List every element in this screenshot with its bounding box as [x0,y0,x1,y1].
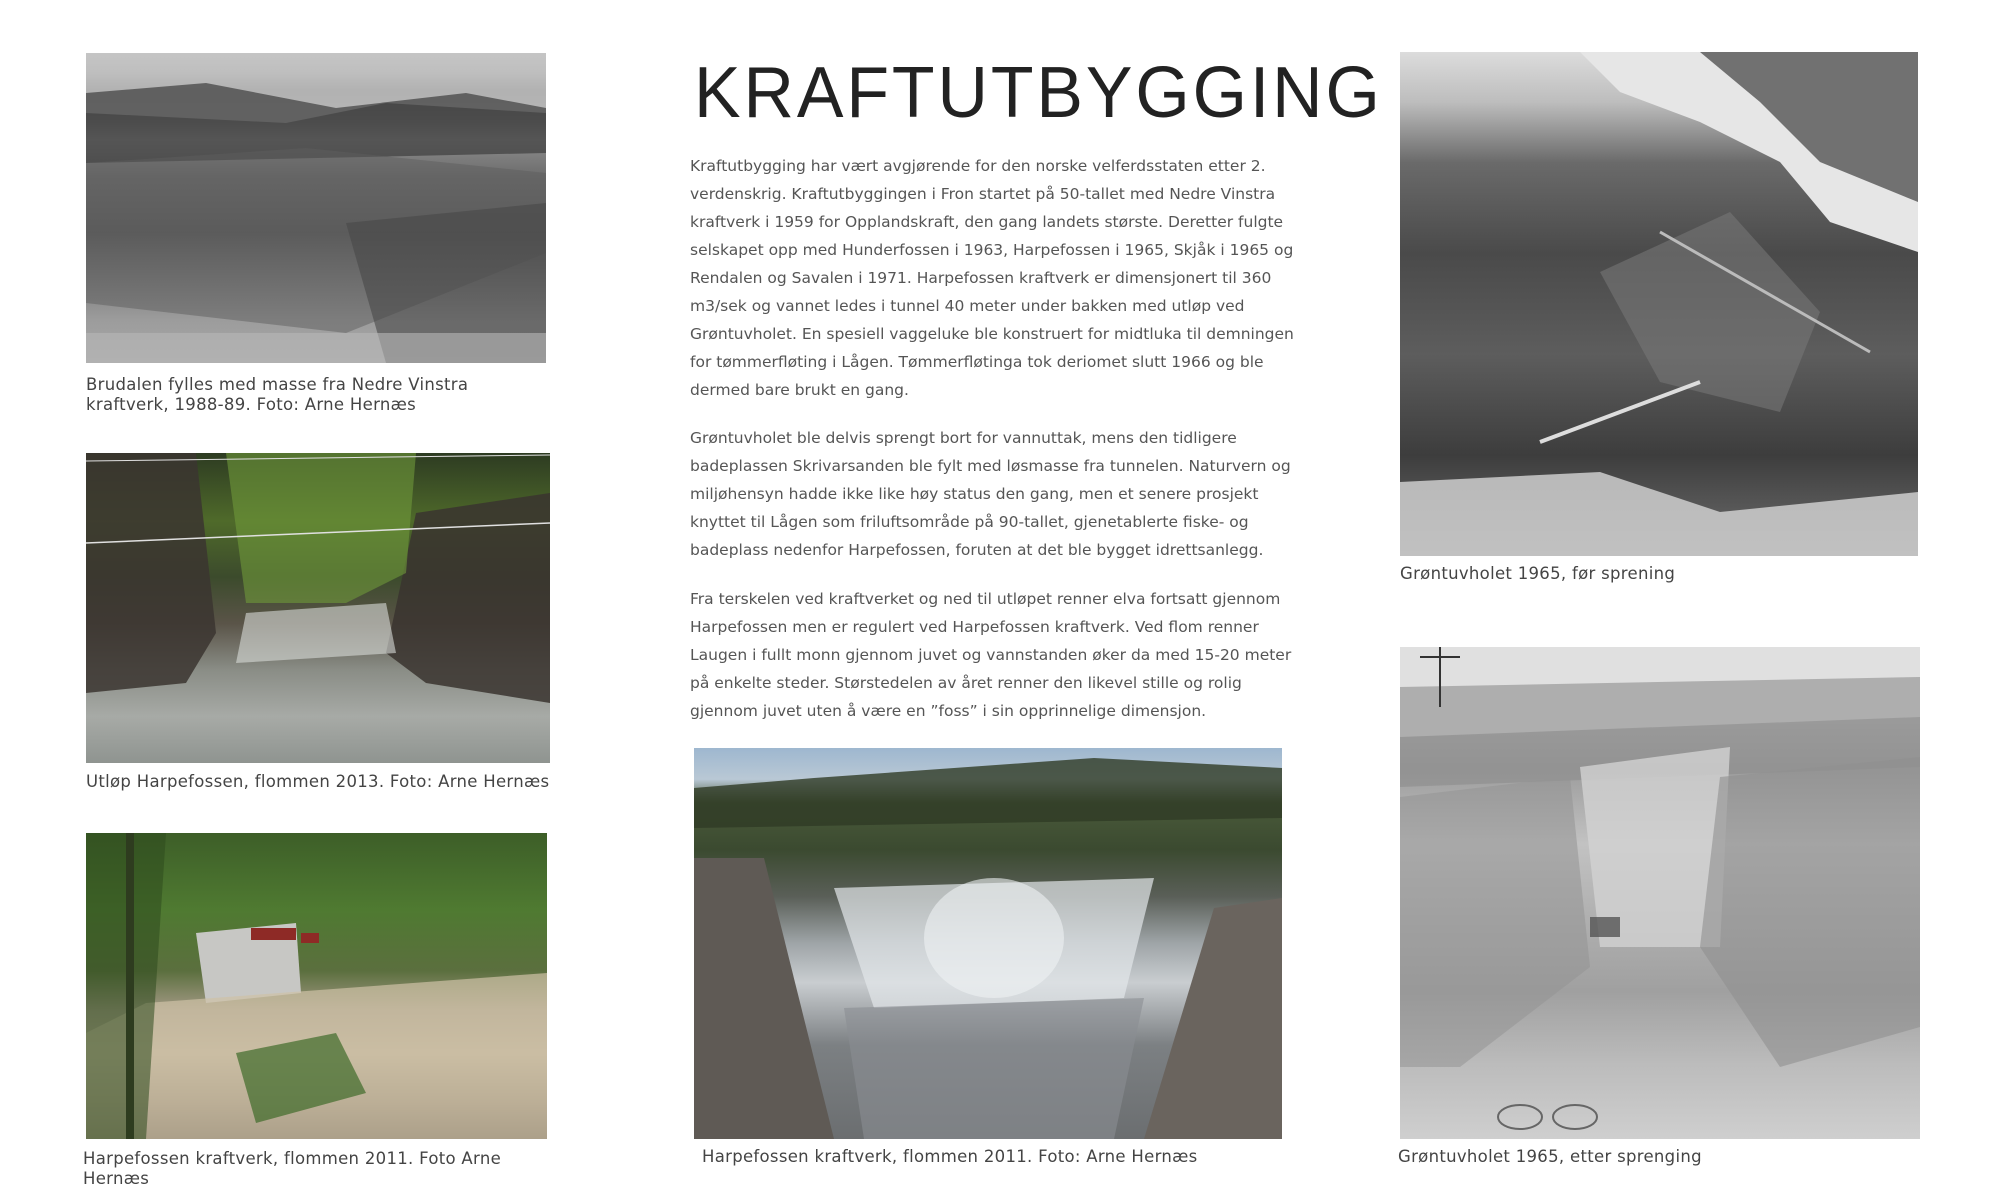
photo-harpefossen-flood-left [86,833,547,1139]
page-title: KRAFTUTBYGGING [694,53,1383,133]
caption-harpefossen-left: Harpefossen kraftverk, flommen 2011. Foto Arne Hernæs [83,1149,502,1188]
caption-grontuvholet-for: Grøntuvholet 1965, før sprening [1400,564,1676,583]
caption-grontuvholet-etter: Grøntuvholet 1965, etter sprenging [1398,1147,1702,1166]
caption-harpefossen-center: Harpefossen kraftverk, flommen 2011. Foto: Arne Hernæs [702,1147,1198,1166]
photo-brudalen [86,53,546,363]
paragraph-1: Kraftutbygging har vært avgjørende for den norske velferdsstaten etter 2. verdenskrig. Kraftutbyggingen i Fron startet på 50-tallet med Nedre Vinstra kraftverk i 1959 for Opplandskraft, den gang landets største. Deretter fulgte selskapet opp med Hunderfossen i 1963, Harpefossen i 1965, Skjåk i 1965 og Rendalen og Savalen i 1971. Harpefossen kraftverk er dimensjonert til 360 m3/sek og vannet ledes i tunnel 40 meter under bakken med utløp ved Grøntuvholet. En spesiell vaggeluke ble konstruert for midtluka til demningen for tømmerfløting i Lågen. Tømmerfløtinga tok deriomet slutt 1966 og ble dermed bare brukt en gang. [690,157,1294,399]
photo-harpefossen-dam [694,748,1282,1139]
paragraph-2: Grøntuvholet ble delvis sprengt bort for vannuttak, mens den tidligere badeplassen Skrivarsanden ble fylt med løsmasse fra tunnelen. Naturvern og miljøhensyn hadde ikke like høy status den gang, men et senere prosjekt knyttet til Lågen som friluftsområde på 90-tallet, gjenetablerte fiske- og badeplass nedenfor Harpefossen, foruten at det ble bygget idrettsanlegg. [690,429,1291,559]
paragraph-3: Fra terskelen ved kraftverket og ned til utløpet renner elva fortsatt gjennom Harpefossen men er regulert ved Harpefossen kraftverk. Ved flom renner Laugen i fullt monn gjennom juvet og vannstanden øker da med 15-20 meter på enkelte steder. Størstedelen av året renner den likevel stille og rolig gjennom juvet uten å være en ”foss” i sin opprinnelige dimensjon. [690,590,1292,720]
caption-utlop: Utløp Harpefossen, flommen 2013. Foto: Arne Hernæs [86,772,550,791]
caption-brudalen: Brudalen fylles med masse fra Nedre Vinstra kraftverk, 1988-89. Foto: Arne Hernæs [86,375,469,414]
photo-grontuvholet-etter [1400,647,1920,1139]
photo-grontuvholet-for [1400,52,1918,556]
photo-utlop-harpefossen [86,453,550,763]
